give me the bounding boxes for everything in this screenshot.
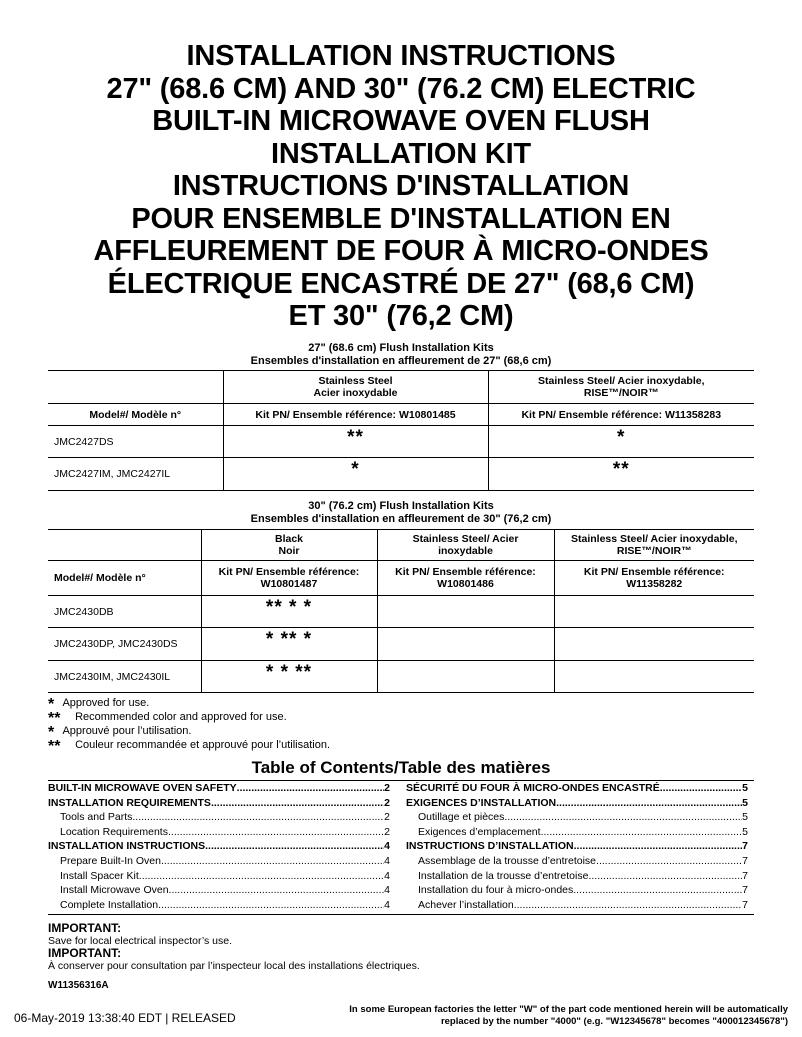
kit-number-label: Kit PN/ Ensemble référence:: [583, 566, 725, 578]
rating-cell: [554, 628, 754, 661]
toc-label: INSTALLATION REQUIREMENTS: [48, 796, 211, 809]
kit-number-label: Kit PN/ Ensemble référence:: [218, 566, 360, 578]
legend-item: [48, 697, 330, 711]
kit27-caption: [48, 342, 754, 368]
model-header: Model#/ Modèle n°: [48, 561, 201, 596]
toc-entry: [48, 854, 390, 869]
title-line-fr: INSTRUCTIONS D'INSTALLATION: [172, 170, 630, 202]
legend-symbol: *: [48, 724, 55, 741]
finish-header: [223, 371, 488, 404]
rating-cell: [554, 661, 754, 693]
title-line-fr: AFFLEUREMENT DE FOUR À MICRO-ONDES: [93, 235, 709, 267]
model-cell: JMC2427IM, JMC2427IL: [48, 458, 223, 491]
kit27-caption-en: 27" (68.6 cm) Flush Installation Kits: [308, 342, 494, 354]
empty-header: [48, 530, 201, 561]
title-line: INSTALLATION INSTRUCTIONS: [186, 40, 616, 72]
kit30-caption-fr: Ensembles d'installation en affleurement de 30" (76,2 cm): [250, 513, 552, 525]
toc-entry: [406, 810, 748, 825]
rating-cell: **: [223, 426, 488, 458]
kit-number-value: W10801487: [260, 578, 318, 590]
rating-cell: [377, 661, 554, 693]
toc-entry: [406, 825, 748, 840]
table-row: [48, 628, 754, 661]
table-row: [48, 530, 754, 561]
toc-page: 2: [384, 782, 390, 794]
toc-entry: [406, 883, 748, 898]
kit-number-label: Kit PN/ Ensemble référence:: [395, 566, 536, 578]
kit27-caption-fr: Ensembles d'installation en affleurement de 27" (68,6 cm): [250, 355, 552, 367]
toc-title: Table of Contents/Table des matières: [251, 758, 551, 777]
model-header: Model#/ Modèle n°: [48, 404, 223, 426]
finish-header: [554, 530, 754, 561]
legend-text: Approved for use.: [62, 697, 150, 709]
part-code: W11356316A: [48, 980, 109, 991]
model-cell: JMC2430IM, JMC2430IL: [48, 661, 201, 693]
rating-cell: *: [223, 458, 488, 491]
toc-leader: [541, 825, 743, 840]
rating-cell: * ** *: [201, 628, 377, 661]
toc-entry: [48, 883, 390, 898]
toc-label: INSTRUCTIONS D’INSTALLATION: [406, 840, 574, 853]
toc-entry: [406, 869, 748, 884]
finish-header: [377, 530, 554, 561]
table-row: [48, 596, 754, 628]
kit27-table: [48, 370, 754, 491]
toc-label: SÉCURITÉ DU FOUR À MICRO-ONDES ENCASTRÉ: [406, 782, 660, 794]
legend-symbol: **: [48, 738, 61, 755]
toc-page: 4: [384, 869, 390, 882]
toc-label: Location Requirements: [60, 825, 168, 838]
toc-leader: [211, 796, 384, 811]
finish-label: Stainless Steel/ Acier inoxydable,: [570, 533, 738, 545]
toc-page: 5: [742, 782, 748, 794]
table-row: [48, 661, 754, 693]
toc-label: INSTALLATION INSTRUCTIONS: [48, 840, 206, 853]
title-line: 27" (68.6 CM) AND 30" (76.2 CM) ELECTRIC: [106, 72, 696, 105]
toc-label: EXIGENCES D’INSTALLATION: [406, 796, 557, 809]
toc-entry: [48, 898, 390, 913]
kit-number-value: W10801486: [437, 578, 494, 590]
finish-header: [201, 530, 377, 561]
table-row: [48, 371, 754, 404]
toc-page: 5: [742, 811, 748, 824]
toc-leader: [158, 898, 384, 913]
legend-item: [48, 711, 330, 725]
toc-page: 7: [742, 854, 748, 867]
table-row: [48, 426, 754, 458]
toc-label: Install Spacer Kit: [60, 869, 139, 882]
legend-symbol: **: [48, 710, 61, 727]
toc-leader: [573, 883, 742, 898]
toc-leader: [161, 854, 384, 869]
legend-symbol: *: [48, 696, 55, 713]
toc-leader: [556, 796, 742, 811]
rating-cell: ** * *: [201, 596, 377, 628]
legend-text: Couleur recommandée et approuvé pour l’utilisation.: [75, 739, 331, 751]
rating-cell: * * **: [201, 661, 377, 693]
toc-column-en: [48, 781, 390, 912]
toc-entry: [48, 839, 390, 854]
legend-text: Recommended color and approved for use.: [75, 711, 287, 723]
title-line-fr: ÉLECTRIQUE ENCASTRÉ DE 27" (68,6 CM): [107, 267, 695, 300]
toc-entry: [406, 898, 748, 913]
important-label: IMPORTANT:: [48, 921, 122, 935]
finish-label: inoxydable: [438, 545, 493, 557]
legend-item: [48, 739, 330, 753]
toc-leader: [660, 781, 742, 796]
title-line: INSTALLATION KIT: [271, 137, 531, 170]
rating-cell: [377, 628, 554, 661]
toc-entry: [406, 781, 748, 796]
toc-page: 2: [384, 796, 390, 809]
table-row: [48, 404, 754, 426]
finish-label: Stainless Steel/ Acier inoxydable,: [537, 375, 705, 387]
toc-label: Prepare Built-In Oven: [60, 854, 161, 867]
finish-label: Stainless Steel: [318, 375, 393, 387]
toc-leader: [132, 810, 384, 825]
toc-label: BUILT-IN MICROWAVE OVEN SAFETY: [48, 782, 237, 794]
toc-leader: [514, 898, 742, 913]
toc-label: Installation de la trousse d’entretoise: [418, 869, 589, 882]
toc-entry: [48, 781, 390, 796]
legend-item: [48, 725, 330, 739]
important-notice: [48, 922, 420, 972]
toc-page: 7: [742, 869, 748, 882]
toc-entry: [48, 810, 390, 825]
factory-note-line: In some European factories the letter "W" of the part code mentioned herein will be automatically: [349, 1004, 788, 1015]
rating-cell: [377, 596, 554, 628]
toc-page: 4: [384, 854, 390, 867]
kit-number-value: W11358282: [626, 578, 683, 590]
model-cell: JMC2430DP, JMC2430DS: [48, 628, 201, 661]
finish-label: Noir: [278, 545, 300, 557]
toc-page: 4: [384, 840, 390, 853]
toc-entry: [48, 825, 390, 840]
toc-label: Outillage et pièces: [418, 811, 505, 824]
title-line-fr: ET 30" (76,2 CM): [288, 300, 514, 332]
toc-leader: [574, 839, 743, 854]
kit-number: [377, 561, 554, 596]
toc-page: 4: [384, 884, 390, 897]
rating-legend: [48, 697, 330, 753]
document-title-block: [0, 40, 802, 333]
toc-entry: [406, 839, 748, 854]
kit30-caption: [48, 500, 754, 526]
title-line: BUILT-IN MICROWAVE OVEN FLUSH: [152, 105, 650, 137]
table-row: [48, 561, 754, 596]
kit-number: Kit PN/ Ensemble référence: W10801485: [223, 404, 488, 426]
finish-header: [488, 371, 754, 404]
rating-cell: **: [488, 458, 754, 491]
finish-label: RISE™/NOIR™: [583, 387, 659, 399]
finish-label: Stainless Steel/ Acier: [412, 533, 519, 545]
toc-label: Assemblage de la trousse d’entretoise: [418, 854, 597, 867]
toc-entry: [48, 869, 390, 884]
finish-label: Black: [274, 533, 304, 545]
toc-page: 7: [742, 840, 748, 853]
toc-leader: [205, 839, 384, 854]
toc-label: Install Microwave Oven: [60, 884, 169, 897]
kit-number: [554, 561, 754, 596]
toc-label: Installation du four à micro-ondes: [418, 884, 574, 897]
toc-page: 4: [384, 898, 390, 911]
toc-leader: [139, 869, 384, 884]
toc-page: 5: [742, 825, 748, 838]
model-cell: JMC2430DB: [48, 596, 201, 628]
toc-column-fr: [406, 781, 748, 912]
release-stamp: 06-May-2019 13:38:40 EDT | RELEASED: [14, 1011, 236, 1025]
toc-leader: [169, 883, 385, 898]
title-line-fr: POUR ENSEMBLE D'INSTALLATION EN: [131, 202, 671, 235]
toc-entry: [406, 796, 748, 811]
legend-text: Approuvé pour l’utilisation.: [62, 725, 192, 737]
table-row: [48, 458, 754, 491]
toc-page: 7: [742, 884, 748, 897]
toc-entry: [406, 854, 748, 869]
toc-leader: [596, 854, 742, 869]
kit30-caption-en: 30" (76.2 cm) Flush Installation Kits: [308, 500, 494, 512]
toc-leader: [504, 810, 742, 825]
toc-label: Complete Installation: [60, 898, 159, 911]
important-text: À conserver pour consultation par l’inspecteur local des installations électriques.: [48, 960, 420, 972]
toc-page: 2: [384, 811, 390, 824]
toc-page: 2: [384, 825, 390, 838]
rating-cell: *: [488, 426, 754, 458]
factory-note-line: replaced by the number "4000" (e.g. "W12345678" becomes "400012345678"): [440, 1016, 788, 1027]
toc-page: 5: [742, 796, 748, 809]
finish-label: Acier inoxydable: [313, 387, 398, 399]
kit-number: Kit PN/ Ensemble référence: W11358283: [488, 404, 754, 426]
toc-bottom-rule: [48, 914, 754, 915]
kit-number: [201, 561, 377, 596]
important-label: IMPORTANT:: [48, 946, 122, 960]
toc-entry: [48, 796, 390, 811]
toc-leader: [168, 825, 384, 840]
rating-cell: [554, 596, 754, 628]
toc-leader: [237, 781, 385, 796]
factory-note: [288, 1004, 788, 1028]
empty-header: [48, 371, 223, 404]
toc-label: Achever l’installation: [418, 898, 514, 911]
toc-page: 7: [742, 898, 748, 911]
toc-label: Exigences d’emplacement: [418, 825, 541, 838]
toc-label: Tools and Parts: [60, 811, 133, 824]
kit30-table: [48, 529, 754, 693]
important-text: Save for local electrical inspector’s use.: [48, 935, 233, 947]
finish-label: RISE™/NOIR™: [616, 545, 692, 557]
toc-leader: [588, 869, 742, 884]
model-cell: JMC2427DS: [48, 426, 223, 458]
